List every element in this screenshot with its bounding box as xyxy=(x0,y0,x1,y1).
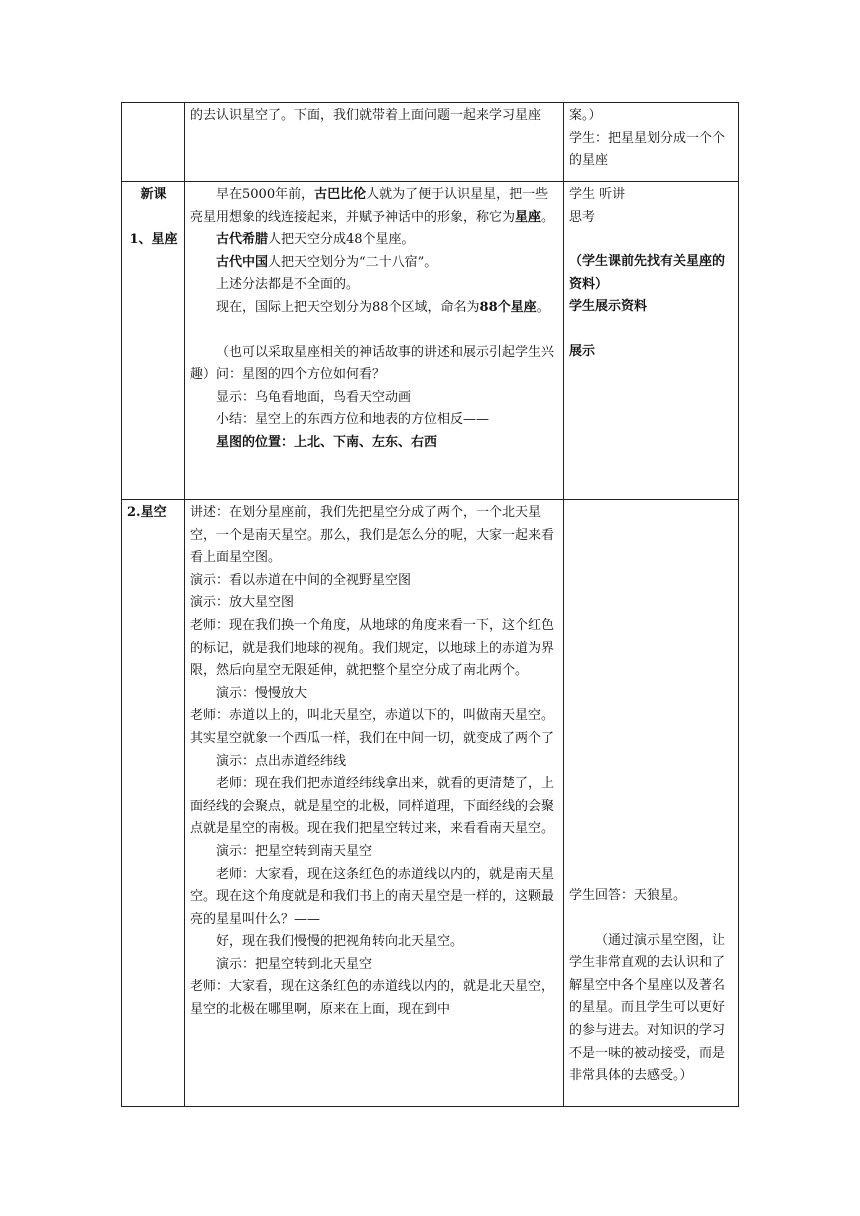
section-label: 2.星空 xyxy=(127,505,167,520)
spacer xyxy=(569,502,734,885)
bold-term: 星座 xyxy=(515,209,542,225)
paragraph: 好，现在我们慢慢的把视角转向北天星空。 xyxy=(216,934,464,950)
paragraph: 老师：现在我们换一个角度，从地球的角度来看一下，这个红色的标记，就是我们地球的视角。我们规定，以地球上的赤道为界限，然后向星空无限延伸，就把整个星空分成了南北两个。 xyxy=(190,617,555,679)
paragraph: 老师：大家看，现在这条红色的赤道线以内的，就是南天星空。现在这个角度就是和我们书上的南天星空是一样的，这颗最亮的星星叫什么？—— xyxy=(190,866,555,927)
table-row xyxy=(122,182,739,500)
note-line: 案。） xyxy=(569,108,602,123)
label-cell xyxy=(122,103,185,182)
notes-cell xyxy=(564,182,739,500)
notes-cell xyxy=(564,103,739,182)
bold-term: 古代希腊 xyxy=(216,232,269,248)
spacer xyxy=(569,908,734,930)
text: 人把天空分成48个星座。 xyxy=(268,232,415,248)
lesson-plan-table xyxy=(121,102,739,1107)
table-row xyxy=(122,500,739,1107)
paragraph: 老师：现在我们把赤道经纬线拿出来，就看的更清楚了，上面经线的会聚点，就是星空的北极，同样道理，下面经线的会聚点就是星空的南极。现在我们把星空转过来，来看看南天星空。 xyxy=(190,776,555,837)
paragraph xyxy=(190,252,559,275)
paragraph: 小结：星空上的东西方位和地表的方位相反—— xyxy=(216,412,490,428)
notes-cell xyxy=(564,500,739,1107)
paragraph: 演示：慢慢放大 xyxy=(216,685,308,701)
label-cell xyxy=(122,500,185,1107)
content-cell xyxy=(185,103,564,182)
text: 人把天空划分为“二十八宿”。 xyxy=(268,254,438,270)
paragraph: （也可以采取星座相关的神话故事的讲述和展示引起学生兴趣）问：星图的四个方位如何看？ xyxy=(190,344,555,383)
table-row xyxy=(122,103,739,182)
bold-term: 88个星座 xyxy=(479,299,537,315)
paragraph xyxy=(190,184,559,229)
spacer xyxy=(569,319,734,341)
paragraph: 讲述：在划分星座前，我们先把星空分成了两个，一个北天星空，一个是南天星空。那么，我们是怎么分的呢，大家一起来看看上面星空图。 xyxy=(190,505,555,566)
note-line: （通过演示星空图，让学生非常直观的去认识和了解星空中各个星座以及著名的星星。而且学生可以更好的参与进去。对知识的学习不是一味的被动接受，而是非常具体的去感受。） xyxy=(569,932,726,1084)
paragraph: 上述分法都是不全面的。 xyxy=(216,277,360,293)
note-line: 学生回答：天狼星。 xyxy=(569,888,687,903)
text: 人就为了便于认识星星，把一些亮星用想象的线连接起来，并赋予神话中的形象，称它为 xyxy=(190,187,549,225)
paragraph: 演示：点出赤道经纬线 xyxy=(216,753,347,769)
paragraph: 显示：乌龟看地面，鸟看天空动画 xyxy=(216,389,412,405)
paragraph: 演示：看以赤道在中间的全视野星空图 xyxy=(190,572,412,588)
text: 现在，国际上把天空划分为88个区域，命名为 xyxy=(216,299,480,315)
content-cell xyxy=(185,500,564,1107)
note-line: 学生：把星星划分成一个个的星座 xyxy=(569,130,726,169)
spacer xyxy=(569,229,734,251)
paragraph: 演示：把星空转到南天星空 xyxy=(216,843,373,859)
paragraph: 演示：把星空转到北天星空 xyxy=(216,956,373,972)
paragraph: 老师：赤道以上的，叫北天星空，赤道以下的，叫做南天星空。其实星空就象一个西瓜一样，我们在中间一切，就变成了两个了 xyxy=(190,708,555,746)
paragraph: 老师：大家看，现在这条红色的赤道线以内的，就是北天星空，星空的北极在哪里啊，原来在上面，现在到中 xyxy=(190,979,555,1018)
paragraph: 星图的位置：上北、下南、左东、右西 xyxy=(216,434,438,450)
paragraph xyxy=(190,297,559,320)
note-line: 学生展示资料 xyxy=(569,299,648,315)
note-line: 思考 xyxy=(569,209,596,225)
text: 早在5000年前， xyxy=(216,187,315,202)
section-label: 1、星座 xyxy=(129,231,178,247)
bold-term: 古巴比伦 xyxy=(314,187,367,202)
section-label: 新课 xyxy=(140,187,167,202)
paragraph: 的去认识星空了。下面，我们就带着上面问题一起来学习星座 xyxy=(190,108,542,123)
content-cell xyxy=(185,182,564,500)
text: 。 xyxy=(536,299,550,315)
bold-term: 古代中国 xyxy=(216,254,269,270)
note-line: 展示 xyxy=(569,343,596,359)
label-cell xyxy=(122,182,185,500)
note-line: （学生课前先找有关星座的资料） xyxy=(569,254,726,292)
spacer xyxy=(190,320,559,342)
note-line: 学生 听讲 xyxy=(569,187,626,202)
paragraph xyxy=(190,229,559,252)
text: 。 xyxy=(541,209,555,225)
paragraph: 演示：放大星空图 xyxy=(190,595,295,611)
